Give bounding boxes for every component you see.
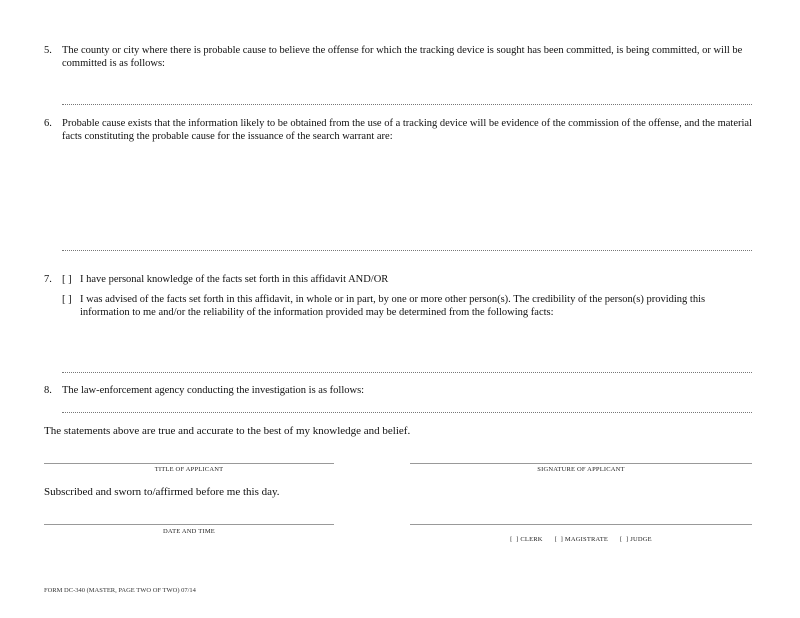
item-5-text: The county or city where there is probable cause to believe the offense for which the tracking device is sought has been committed, is being committed, or will be committed is as follows:	[62, 45, 743, 69]
item-8-answer-line[interactable]	[62, 412, 752, 413]
form-footer: FORM DC-340 (MASTER, PAGE TWO OF TWO) 07/14	[44, 587, 196, 594]
item-7-number: 7.	[44, 274, 52, 285]
title-of-applicant-line[interactable]	[44, 463, 334, 464]
item-8-number: 8.	[44, 385, 52, 396]
subscribed-statement: Subscribed and sworn to/affirmed before me this day.	[44, 486, 280, 498]
item-5-answer-line[interactable]	[62, 104, 752, 105]
item-7-option-a-checkbox[interactable]: [ ]	[62, 274, 72, 285]
date-and-time-line[interactable]	[44, 524, 334, 525]
affirmation-statement: The statements above are true and accurate to the best of my knowledge and belief.	[44, 425, 411, 437]
official-title-options	[410, 528, 752, 546]
magistrate-option[interactable]: [ ] MAGISTRATE	[554, 536, 609, 543]
item-7-answer-line[interactable]	[62, 372, 752, 373]
signature-of-applicant-line[interactable]	[410, 463, 752, 464]
title-of-applicant-caption: TITLE OF APPLICANT	[154, 466, 224, 473]
date-and-time-caption: DATE AND TIME	[163, 528, 215, 535]
item-6-text: Probable cause exists that the information likely to be obtained from the use of a tracking device will be evidence of the commission of the offense, and the material facts constituting the probable cause for the issuance of the search warrant are:	[62, 118, 752, 142]
clerk-option[interactable]: [ ] CLERK	[510, 536, 543, 543]
item-6-answer-line[interactable]	[62, 250, 752, 251]
signature-of-applicant-caption: SIGNATURE OF APPLICANT	[537, 466, 625, 473]
item-6-number: 6.	[44, 118, 52, 129]
item-7-option-b-text: I was advised of the facts set forth in this affidavit, in whole or in part, by one or more other person(s). The credibility of the person(s) providing this information to me and/or the reliability of the information provided may be determined from the following facts:	[80, 294, 706, 318]
item-8-text: The law-enforcement agency conducting the investigation is as follows:	[62, 385, 365, 396]
item-7-option-a-text: I have personal knowledge of the facts set forth in this affidavit AND/OR	[80, 274, 389, 285]
item-5-number: 5.	[44, 45, 52, 56]
item-7-option-b-checkbox[interactable]: [ ]	[62, 294, 72, 305]
official-signature-line[interactable]	[410, 524, 752, 525]
judge-option[interactable]: [ ] JUDGE	[620, 536, 652, 543]
